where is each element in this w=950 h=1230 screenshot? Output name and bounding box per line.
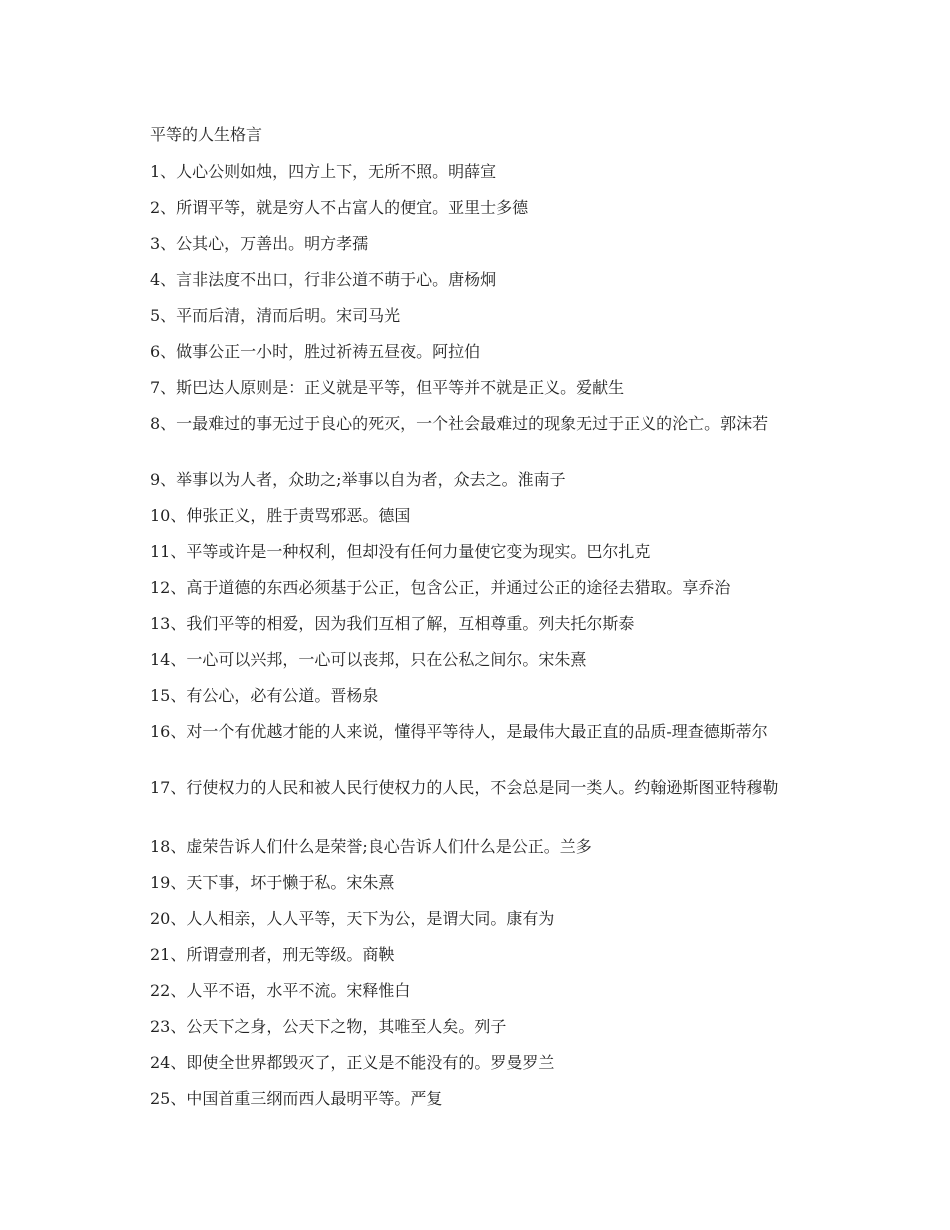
quote-item: 8、一最难过的事无过于良心的死灭，一个社会最难过的现象无过于正义的沦亡。郭沫若	[150, 414, 769, 433]
quote-item: 6、做事公正一小时，胜过祈祷五昼夜。阿拉伯	[150, 342, 481, 361]
quote-item: 16、对一个有优越才能的人来说，懂得平等待人，是最伟大最正直的品质-理查德斯蒂尔	[150, 722, 768, 741]
quote-item: 4、言非法度不出口，行非公道不萌于心。唐杨炯	[150, 270, 497, 289]
quote-item: 9、举事以为人者，众助之;举事以自为者，众去之。淮南子	[150, 470, 566, 489]
quote-item: 15、有公心，必有公道。晋杨泉	[150, 686, 379, 705]
quote-item: 17、行使权力的人民和被人民行使权力的人民，不会总是同一类人。约翰逊斯图亚特穆勒	[150, 778, 779, 797]
quote-item: 2、所谓平等，就是穷人不占富人的便宜。亚里士多德	[150, 198, 529, 217]
quote-item: 21、所谓壹刑者，刑无等级。商鞅	[150, 945, 395, 964]
quote-item: 14、一心可以兴邦，一心可以丧邦，只在公私之间尔。宋朱熹	[150, 650, 587, 669]
quote-item: 23、公天下之身，公天下之物，其唯至人矣。列子	[150, 1017, 507, 1036]
quote-item: 13、我们平等的相爱，因为我们互相了解，互相尊重。列夫托尔斯泰	[150, 614, 635, 633]
quote-item: 18、虚荣告诉人们什么是荣誉;良心告诉人们什么是公正。兰多	[150, 837, 592, 856]
quote-item: 11、平等或许是一种权利，但却没有任何力量使它变为现实。巴尔扎克	[150, 542, 651, 561]
quote-item: 25、中国首重三纲而西人最明平等。严复	[150, 1089, 443, 1108]
quote-item: 22、人平不语，水平不流。宋释惟白	[150, 981, 411, 1000]
document-title: 平等的人生格言	[150, 125, 263, 144]
quote-item: 10、伸张正义，胜于责骂邪恶。德国	[150, 506, 411, 525]
quote-item: 12、高于道德的东西必须基于公正，包含公正，并通过公正的途径去猎取。享乔治	[150, 578, 731, 597]
quote-item: 1、人心公则如烛，四方上下，无所不照。明薛宣	[150, 162, 497, 181]
quote-item: 5、平而后清，清而后明。宋司马光	[150, 306, 401, 325]
quote-item: 3、公其心，万善出。明方孝孺	[150, 234, 369, 253]
quote-item: 24、即使全世界都毁灭了，正义是不能没有的。罗曼罗兰	[150, 1053, 555, 1072]
quote-item: 20、人人相亲，人人平等，天下为公，是谓大同。康有为	[150, 909, 555, 928]
quote-item: 7、斯巴达人原则是：正义就是平等，但平等并不就是正义。爱献生	[150, 378, 625, 397]
quote-item: 19、天下事，坏于懒于私。宋朱熹	[150, 873, 395, 892]
